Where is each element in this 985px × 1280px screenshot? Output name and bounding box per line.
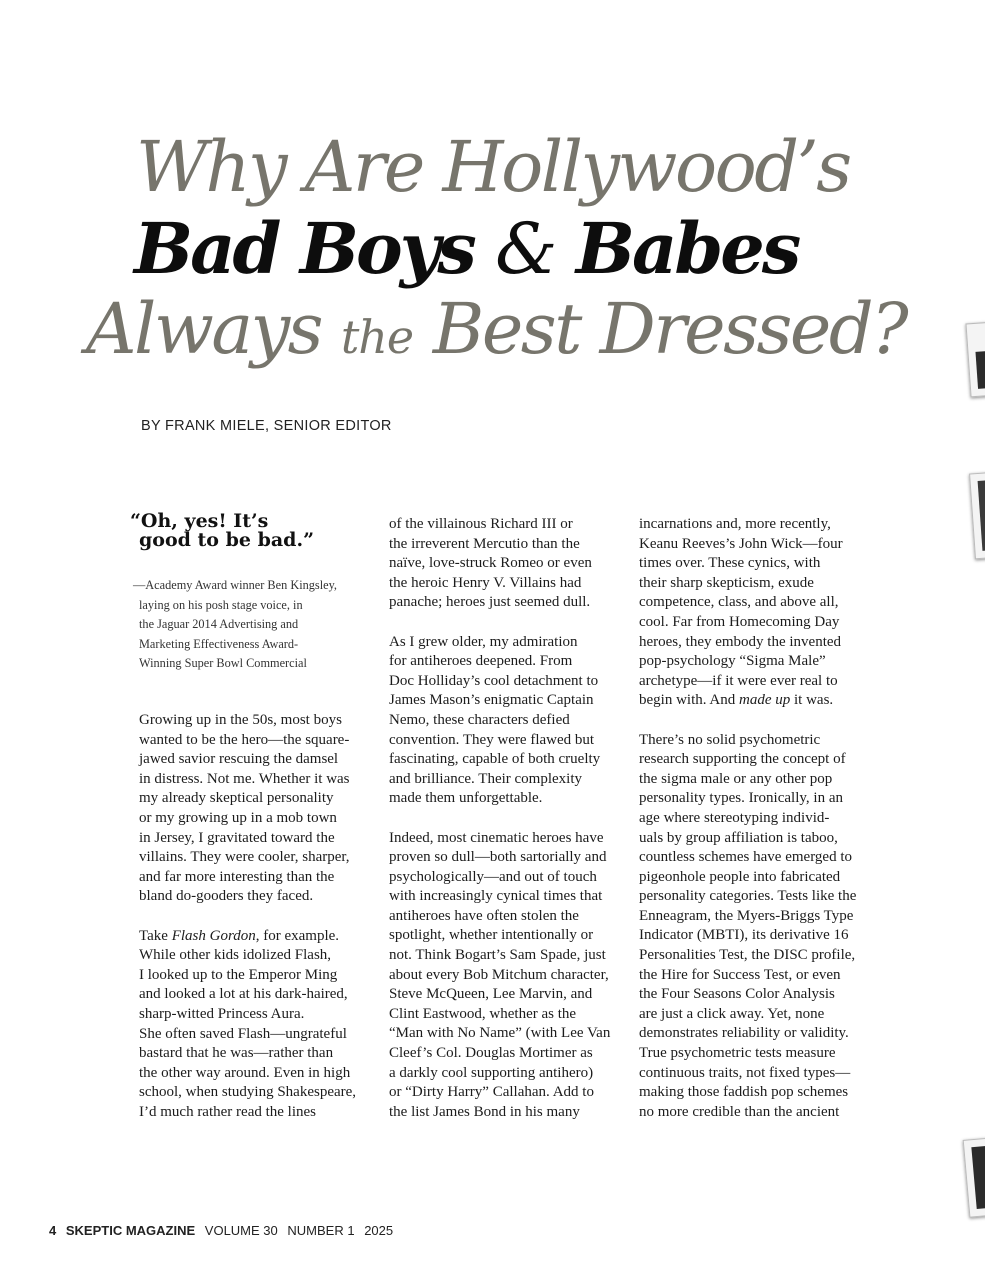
attribution-line: the Jaguar 2014 Advertising and xyxy=(139,617,299,632)
body-text-line: or my growing up in a mob town xyxy=(139,809,337,826)
body-text-line: no more credible than the ancient xyxy=(639,1103,840,1120)
body-text-line: uals by group affiliation is taboo, xyxy=(639,829,838,846)
magazine-name: SKEPTIC MAGAZINE xyxy=(65,1223,196,1238)
paragraph-gap xyxy=(639,711,856,731)
body-text-line: competence, class, and above all, xyxy=(639,594,839,611)
title-babes: Babes xyxy=(554,207,799,290)
body-text-line: made them unforgettable. xyxy=(389,790,543,807)
attribution-line: —Academy Award winner Ben Kingsley, xyxy=(133,578,337,592)
body-text-line: psychologically—and out of touch xyxy=(389,868,597,885)
pull-quote-line-1: “Oh, yes! It’s xyxy=(130,510,269,532)
title-best-dressed: Best Dressed? xyxy=(413,288,907,370)
attribution-line: Winning Super Bowl Commercial xyxy=(139,656,307,671)
body-text-line: not. Think Bogart’s Sam Spade, just xyxy=(389,947,606,964)
body-text-line: or “Dirty Harry” Callahan. Add to xyxy=(389,1084,594,1101)
attribution-line: Marketing Effectiveness Award- xyxy=(139,636,299,651)
body-text-line: demonstrates reliability or validity. xyxy=(639,1025,849,1042)
paragraph-gap xyxy=(389,613,610,633)
pull-quote xyxy=(130,512,360,550)
year: 2025 xyxy=(364,1223,394,1238)
title-the: the xyxy=(340,310,414,364)
body-text-line: in Jersey, I gravitated toward the xyxy=(139,829,335,846)
photo-edge-middle xyxy=(969,471,985,560)
body-text-line: of the villainous Richard III or xyxy=(389,516,573,532)
body-text-line: fascinating, capable of both cruelty xyxy=(389,751,601,768)
photo-edge-bottom xyxy=(963,1136,985,1217)
body-text-line: I looked up to the Emperor Ming xyxy=(139,966,338,983)
body-text-line: for antiheroes deepened. From xyxy=(389,653,573,670)
body-text-line: Enneagram, the Myers-Briggs Type xyxy=(639,907,854,924)
body-text-line: in distress. Not me. Whether it was xyxy=(139,770,350,787)
body-text-line: Personalities Test, the DISC profile, xyxy=(639,947,856,964)
body-text-line: panache; heroes just seemed dull. xyxy=(389,594,591,611)
pull-quote-line-2: good to be bad.” xyxy=(139,529,315,551)
body-column-2 xyxy=(389,515,610,1122)
page-number: 4 xyxy=(49,1223,57,1238)
body-text-line: Indicator (MBTI), its derivative 16 xyxy=(639,927,849,944)
body-text-line: the irreverent Mercutio than the xyxy=(389,535,580,552)
body-text-line: archetype—if it were ever real to xyxy=(639,672,838,689)
body-text-line: villains. They were cooler, sharper, xyxy=(139,849,350,866)
body-text-line: the Four Seasons Color Analysis xyxy=(639,986,835,1003)
body-text-line: wanted to be the hero—the square- xyxy=(139,731,350,748)
body-text-line: Nemo, these characters defied xyxy=(389,711,570,728)
body-text-line: heroes, they embody the invented xyxy=(639,633,842,650)
body-text-line: with increasingly cynical times that xyxy=(389,888,603,905)
body-text-line: the heroic Henry V. Villains had xyxy=(389,574,582,591)
body-text-line: spotlight, whether intentionally or xyxy=(389,927,594,944)
volume: VOLUME 30 xyxy=(204,1223,278,1238)
body-text-line: the list James Bond in his many xyxy=(389,1103,580,1120)
body-text-line: Doc Holliday’s cool detachment to xyxy=(389,672,599,689)
body-text-line: school, when studying Shakespeare, xyxy=(139,1084,357,1101)
body-text-line: personality categories. Tests like the xyxy=(639,888,857,905)
issue-number: NUMBER 1 xyxy=(287,1223,355,1238)
body-column-3 xyxy=(639,515,856,1122)
body-text-line: age where stereotyping individ- xyxy=(639,809,830,826)
byline: BY FRANK MIELE, SENIOR EDITOR xyxy=(141,418,392,434)
body-text-line: Take Flash Gordon, for example. xyxy=(139,927,340,944)
paragraph-gap xyxy=(139,907,356,927)
body-text-line: James Mason’s enigmatic Captain xyxy=(389,692,594,709)
body-text-line: Indeed, most cinematic heroes have xyxy=(389,829,604,846)
body-text-line: naïve, love-struck Romeo or even xyxy=(389,555,592,572)
body-text-line: True psychometric tests measure xyxy=(639,1045,836,1062)
body-text-line: sharp-witted Princess Aura. xyxy=(139,1005,305,1022)
body-text-line: Steve McQueen, Lee Marvin, and xyxy=(389,986,593,1003)
body-text-line: antiheroes have often stolen the xyxy=(389,907,579,924)
quote-attribution xyxy=(133,576,363,674)
body-text-line: “Man with No Name” (with Lee Van xyxy=(389,1025,611,1042)
body-text-line: bastard that he was—rather than xyxy=(139,1045,334,1062)
body-text-line: Clint Eastwood, whether as the xyxy=(389,1005,577,1022)
title-line-3 xyxy=(86,288,907,370)
body-text-line: and looked a lot at his dark-haired, xyxy=(139,986,348,1003)
body-text-line: incarnations and, more recently, xyxy=(639,516,831,532)
body-text-line: the Hire for Success Test, or even xyxy=(639,966,841,983)
body-text-line: begin with. And made up it was. xyxy=(639,692,834,709)
body-column-1 xyxy=(139,711,356,1122)
body-text-line: pop-psychology “Sigma Male” xyxy=(639,653,826,670)
body-text-line: Keanu Reeves’s John Wick—four xyxy=(639,535,843,552)
body-text-line: While other kids idolized Flash, xyxy=(139,947,332,964)
title-always: Always xyxy=(86,288,341,370)
body-text-line: jawed savior rescuing the damsel xyxy=(139,751,339,768)
title-line-1: Why Are Hollywood’s xyxy=(136,126,850,208)
photo-edge-top xyxy=(965,321,985,398)
body-text-line: pigeonhole people into fabricated xyxy=(639,868,841,885)
body-text-line: proven so dull—both sartorially and xyxy=(389,849,607,866)
body-text-line: their sharp skepticism, exude xyxy=(639,574,814,591)
body-text-line: times over. These cynics, with xyxy=(639,555,821,572)
body-text-line: Cleef’s Col. Douglas Mortimer as xyxy=(389,1045,593,1062)
body-text-line: She often saved Flash—ungrateful xyxy=(139,1025,347,1042)
body-text-line: my already skeptical personality xyxy=(139,790,334,807)
body-text-line: the other way around. Even in high xyxy=(139,1064,351,1081)
attribution-line: laying on his posh stage voice, in xyxy=(139,597,303,612)
body-text-line: There’s no solid psychometric xyxy=(639,731,821,748)
body-text-line: research supporting the concept of xyxy=(639,751,846,768)
body-text-line: the sigma male or any other pop xyxy=(639,770,833,787)
body-text-line: bland do-gooders they faced. xyxy=(139,888,314,905)
body-text-line: continuous traits, not fixed types— xyxy=(639,1064,851,1081)
body-text-line: Growing up in the 50s, most boys xyxy=(139,712,342,728)
body-text-line: personality types. Ironically, in an xyxy=(639,790,843,807)
body-text-line: countless schemes have emerged to xyxy=(639,849,852,866)
italic-text: made up xyxy=(739,692,791,709)
title-bad-boys: Bad Boys xyxy=(134,207,496,290)
body-text-line: and brilliance. Their complexity xyxy=(389,770,582,787)
body-text-line: I’d much rather read the lines xyxy=(139,1103,317,1120)
italic-text: Flash Gordon xyxy=(171,927,256,944)
body-text-line: and far more interesting than the xyxy=(139,868,335,885)
title-line-2 xyxy=(134,207,799,290)
body-text-line: are just a click away. Yet, none xyxy=(639,1005,825,1022)
body-text-line: about every Bob Mitchum character, xyxy=(389,966,609,983)
body-text-line: cool. Far from Homecoming Day xyxy=(639,613,840,630)
page-footer xyxy=(49,1223,399,1238)
paragraph-gap xyxy=(389,809,610,829)
body-text-line: As I grew older, my admiration xyxy=(389,633,578,650)
title-ampersand: & xyxy=(495,208,555,290)
body-text-line: convention. They were flawed but xyxy=(389,731,595,748)
body-text-line: making those faddish pop schemes xyxy=(639,1084,849,1101)
body-text-line: a darkly cool supporting antihero) xyxy=(389,1064,594,1081)
